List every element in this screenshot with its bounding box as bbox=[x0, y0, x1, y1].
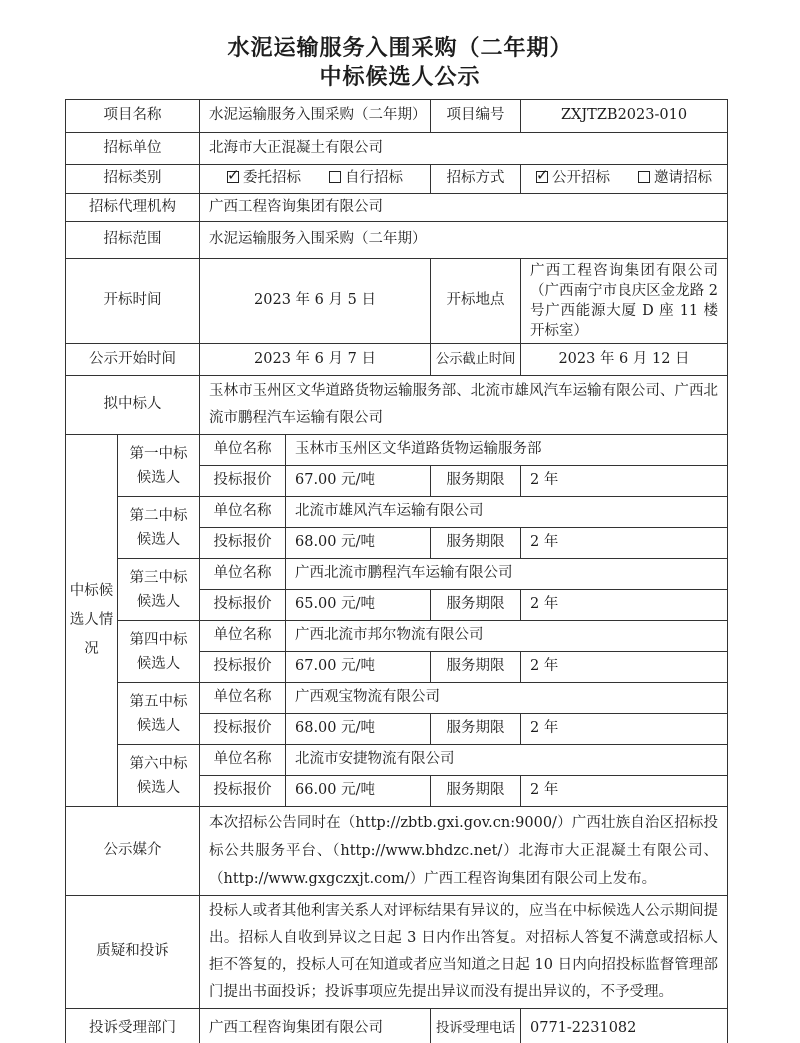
project-name-value: 水泥运输服务入围采购（二年期） bbox=[200, 100, 431, 133]
scope-label: 招标范围 bbox=[66, 222, 200, 259]
unit-name-label: 单位名称 bbox=[200, 745, 286, 776]
document-title bbox=[0, 34, 800, 92]
checkbox-checked-icon: ✓ bbox=[227, 166, 240, 185]
objection-label: 质疑和投诉 bbox=[66, 896, 200, 1009]
objection-text: 投标人或者其他利害关系人对评标结果有异议的，应当在中标候选人公示期间提出。招标人自收到异议之日起 3 日内作出答复。对招标人答复不满意或招标人拒不答复的，投标人可在知道或者应当知道之日起 10 日内向招投标监督管理部门提出书面投诉；投诉事项应先提出异议而没有提出异议的，不予受理。 bbox=[200, 896, 728, 1009]
candidate-5-rank-label: 第五中标候选人 bbox=[118, 683, 200, 745]
bid-price-label: 投标报价 bbox=[200, 528, 286, 559]
table-row bbox=[66, 497, 728, 528]
candidate-3-bid-price: 65.00 元/吨 bbox=[286, 590, 431, 621]
tender-method-label: 招标方式 bbox=[431, 165, 521, 194]
candidate-6-unit-name: 北流市安捷物流有限公司 bbox=[286, 745, 728, 776]
service-term-label: 服务期限 bbox=[431, 714, 521, 745]
table-row bbox=[66, 559, 728, 590]
proposed-winner-label: 拟中标人 bbox=[66, 376, 200, 435]
table-row bbox=[66, 745, 728, 776]
unit-name-label: 单位名称 bbox=[200, 621, 286, 652]
bid-price-label: 投标报价 bbox=[200, 466, 286, 497]
service-term-label: 服务期限 bbox=[431, 776, 521, 807]
checkbox-unchecked-icon bbox=[329, 171, 341, 183]
table-row bbox=[66, 376, 728, 435]
proposed-winner-value: 玉林市玉州区文华道路货物运输服务部、北流市雄风汽车运输有限公司、广西北流市鹏程汽车运输有限公司 bbox=[200, 376, 728, 435]
complaint-phone-value: 0771-2231082 bbox=[521, 1009, 728, 1043]
media-label: 公示媒介 bbox=[66, 807, 200, 896]
tender-category-label: 招标类别 bbox=[66, 165, 200, 194]
table-row bbox=[66, 807, 728, 896]
complaint-dept-value: 广西工程咨询集团有限公司 bbox=[200, 1009, 431, 1043]
project-no-label: 项目编号 bbox=[431, 100, 521, 133]
tender-category-option-entrusted bbox=[227, 166, 301, 187]
tender-category-opt2-label: 自行招标 bbox=[345, 170, 403, 187]
candidate-1-bid-price: 67.00 元/吨 bbox=[286, 466, 431, 497]
service-term-label: 服务期限 bbox=[431, 652, 521, 683]
table-row bbox=[66, 222, 728, 259]
tender-method-opt2-label: 邀请招标 bbox=[654, 170, 712, 187]
candidate-5-unit-name: 广西观宝物流有限公司 bbox=[286, 683, 728, 714]
table-row bbox=[66, 194, 728, 222]
candidate-3-service-term: 2 年 bbox=[521, 590, 728, 621]
tender-category-opt1-label: 委托招标 bbox=[243, 170, 301, 187]
table-row bbox=[66, 896, 728, 1009]
table-row bbox=[66, 133, 728, 165]
media-text: 本次招标公告同时在（http://zbtb.gxi.gov.cn:9000/）广西壮族自治区招标投标公共服务平台、（http://www.bhdzc.net/）北海市大正混凝土有限公司、（http://www.gxgczxjt.com/）广西工程咨询集团有限公司上发布。 bbox=[200, 807, 728, 896]
candidate-6-rank-label: 第六中标候选人 bbox=[118, 745, 200, 807]
tender-unit-label: 招标单位 bbox=[66, 133, 200, 165]
unit-name-label: 单位名称 bbox=[200, 497, 286, 528]
complaint-dept-label: 投诉受理部门 bbox=[66, 1009, 200, 1043]
table-row bbox=[66, 683, 728, 714]
table-row bbox=[66, 1009, 728, 1043]
agency-label: 招标代理机构 bbox=[66, 194, 200, 222]
bid-price-label: 投标报价 bbox=[200, 590, 286, 621]
candidate-4-service-term: 2 年 bbox=[521, 652, 728, 683]
candidate-2-service-term: 2 年 bbox=[521, 528, 728, 559]
candidate-2-rank-label: 第二中标候选人 bbox=[118, 497, 200, 559]
candidate-4-rank-label: 第四中标候选人 bbox=[118, 621, 200, 683]
document-title-line1: 水泥运输服务入围采购（二年期） bbox=[227, 35, 573, 61]
bid-open-place-label: 开标地点 bbox=[431, 259, 521, 344]
bid-open-time-label: 开标时间 bbox=[66, 259, 200, 344]
candidate-6-service-term: 2 年 bbox=[521, 776, 728, 807]
candidates-section-label: 中标候选人情况 bbox=[66, 435, 118, 807]
unit-name-label: 单位名称 bbox=[200, 435, 286, 466]
bid-price-label: 投标报价 bbox=[200, 714, 286, 745]
table-row bbox=[66, 344, 728, 376]
candidate-3-unit-name: 广西北流市鹏程汽车运输有限公司 bbox=[286, 559, 728, 590]
candidate-5-bid-price: 68.00 元/吨 bbox=[286, 714, 431, 745]
unit-name-label: 单位名称 bbox=[200, 683, 286, 714]
table-row bbox=[66, 165, 728, 194]
candidate-6-bid-price: 66.00 元/吨 bbox=[286, 776, 431, 807]
candidate-2-bid-price: 68.00 元/吨 bbox=[286, 528, 431, 559]
service-term-label: 服务期限 bbox=[431, 590, 521, 621]
tender-method-options bbox=[521, 165, 728, 194]
announcement-table bbox=[65, 99, 728, 1043]
document-title-line2: 中标候选人公示 bbox=[319, 64, 481, 90]
candidate-2-unit-name: 北流市雄风汽车运输有限公司 bbox=[286, 497, 728, 528]
project-no-value: ZXJTZB2023-010 bbox=[521, 100, 728, 133]
tender-method-opt1-label: 公开招标 bbox=[552, 170, 610, 187]
tender-category-option-self bbox=[329, 170, 403, 186]
bid-open-place-value: 广西工程咨询集团有限公司（广西南宁市良庆区金龙路 2 号广西能源大厦 D 座 11 楼开标室） bbox=[521, 259, 728, 344]
unit-name-label: 单位名称 bbox=[200, 559, 286, 590]
candidate-3-rank-label: 第三中标候选人 bbox=[118, 559, 200, 621]
table-row bbox=[66, 621, 728, 652]
tender-category-options bbox=[200, 165, 431, 194]
bid-price-label: 投标报价 bbox=[200, 776, 286, 807]
table-row bbox=[66, 435, 728, 466]
table-row bbox=[66, 100, 728, 133]
complaint-phone-label: 投诉受理电话 bbox=[431, 1009, 521, 1043]
service-term-label: 服务期限 bbox=[431, 466, 521, 497]
table-row bbox=[66, 259, 728, 344]
publicity-start-label: 公示开始时间 bbox=[66, 344, 200, 376]
checkbox-checked-icon: ✓ bbox=[536, 166, 549, 185]
publicity-end-value: 2023 年 6 月 12 日 bbox=[521, 344, 728, 376]
project-name-label: 项目名称 bbox=[66, 100, 200, 133]
bid-price-label: 投标报价 bbox=[200, 652, 286, 683]
bid-open-time-value: 2023 年 6 月 5 日 bbox=[200, 259, 431, 344]
tender-unit-value: 北海市大正混凝土有限公司 bbox=[200, 133, 728, 165]
candidate-4-unit-name: 广西北流市邦尔物流有限公司 bbox=[286, 621, 728, 652]
candidate-1-rank-label: 第一中标候选人 bbox=[118, 435, 200, 497]
publicity-end-label: 公示截止时间 bbox=[431, 344, 521, 376]
candidate-1-unit-name: 玉林市玉州区文华道路货物运输服务部 bbox=[286, 435, 728, 466]
candidate-4-bid-price: 67.00 元/吨 bbox=[286, 652, 431, 683]
checkbox-unchecked-icon bbox=[638, 171, 650, 183]
service-term-label: 服务期限 bbox=[431, 528, 521, 559]
agency-value: 广西工程咨询集团有限公司 bbox=[200, 194, 728, 222]
tender-method-option-public bbox=[536, 166, 610, 187]
publicity-start-value: 2023 年 6 月 7 日 bbox=[200, 344, 431, 376]
scope-value: 水泥运输服务入围采购（二年期） bbox=[200, 222, 728, 259]
candidate-1-service-term: 2 年 bbox=[521, 466, 728, 497]
tender-method-option-invite bbox=[638, 170, 712, 186]
candidate-5-service-term: 2 年 bbox=[521, 714, 728, 745]
